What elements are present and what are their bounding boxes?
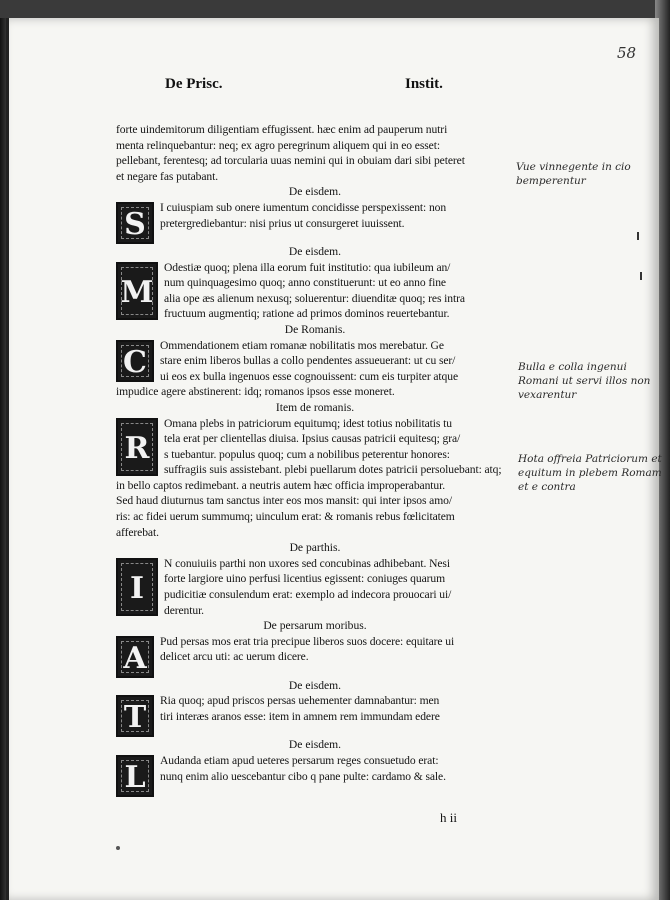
text-line: N conuiuiis parthi non uxores sed concubinas adhibebant. Nesi <box>164 556 450 570</box>
paragraph <box>116 693 514 737</box>
initial-letter: S <box>116 202 154 244</box>
initial-letter: L <box>116 755 154 797</box>
text-line: in bello captos redimebant. a neutris autem hæc officia improperabantur. <box>116 478 446 492</box>
paragraph <box>116 338 514 400</box>
folio-number: 58 <box>617 44 637 62</box>
text-line: ui eos ex bulla ingenuos esse cognouissent: cum eis turpiter atque <box>160 369 458 383</box>
margin-note: Bulla e colla ingenui Romani ut servi illos non vexarentur <box>518 361 651 401</box>
text-line: Ria quoq; apud priscos persas uehementer damnabantur: men <box>160 694 440 708</box>
paragraph <box>116 556 514 618</box>
text-line: num quinquagesimo quoq; anno constituerunt: ut eo anno fine <box>164 276 446 290</box>
text-line: Odestiæ quoq; plena illa eorum fuit institutio: qua iubileum an/ <box>164 260 451 274</box>
signature-mark: h ii <box>440 810 457 825</box>
text-line: fructuum augmentiq; ratione ad primos dominos reuertebantur. <box>164 307 450 321</box>
text-line: suffragiis suis assistebant. plebi puellarum dotes patricii persoluebant: atq; <box>164 463 502 477</box>
text-line: menta relinquebantur: neq; ex agro peregrinum aliquem qui in eo esset: <box>116 138 440 152</box>
initial-letter: I <box>116 558 158 616</box>
text-line: Audanda etiam apud ueteres persarum reges consuetudo erat: <box>160 754 439 767</box>
initial-letter: A <box>116 636 154 678</box>
section-heading: De eisdem. <box>288 678 342 692</box>
text-line: Ommendationem etiam romanæ nobilitatis mos merebatur. Ge <box>160 338 444 352</box>
text-line: tela erat per clientellas diuisa. Ipsius causas patricii equitesq; gra/ <box>164 432 461 446</box>
section-heading: De Romanis. <box>284 322 346 336</box>
paragraph <box>116 200 514 244</box>
section-heading: De eisdem. <box>288 185 342 199</box>
paragraph <box>116 260 514 322</box>
section-heading: De eisdem. <box>288 244 342 258</box>
text-line: stare enim liberos bullas a collo pendentes assueuerant: ut cu ser/ <box>160 354 456 368</box>
text-line: Sed haud diuturnus tam sanctus inter eos mos mansit: qui inter ipsos amo/ <box>116 494 452 508</box>
text-line: alia ope æs alienum nexusq; soluerentur: diuenditæ quoq; res intra <box>164 291 465 305</box>
margin-mark <box>637 232 639 240</box>
section-heading: De eisdem. <box>288 738 342 752</box>
text-line: pellebant, ferentesq; ad torcularia uuas nemini qui in obuiam dari sibi peteret <box>116 154 465 168</box>
margin-note: Vue vinnegente in cio bemperentur <box>516 161 631 187</box>
text-line: Pud persas mos erat tria precipue liberos suos docere: equitare ui <box>160 634 455 648</box>
text-line: pudicitiæ consulendum erat: exemplo ad indecora prouocari ui/ <box>164 588 452 602</box>
initial-letter: R <box>116 418 158 476</box>
text-line: afferebat. <box>116 525 159 539</box>
running-head-left: De Prisc. <box>165 76 223 92</box>
text-line: tiri interæs aranos esse: item in amnem rem immundam edere <box>160 710 440 723</box>
main-text <box>116 122 514 797</box>
text-line: forte largiore uino perfusi licentius egissent: coniuges quarum <box>164 572 446 586</box>
margin-note: Hota offreia Patriciorum et equitum in plebem Romam et e contra <box>518 453 662 493</box>
running-head-right: Instit. <box>405 76 443 92</box>
text-line: I cuiuspiam sub onere iumentum concidisse perspexissent: non <box>160 200 447 214</box>
initial-letter: C <box>116 340 154 382</box>
section-heading: De parthis. <box>289 541 341 555</box>
ink-dot <box>116 846 120 850</box>
margin-mark <box>640 272 642 280</box>
text-line: forte uindemitorum diligentiam effugissent. hæc enim ad pauperum nutri <box>116 123 448 136</box>
initial-letter: T <box>116 695 154 737</box>
text-line: s tuebantur. populus quoq; cum a nobilibus peterentur honores: <box>164 447 450 461</box>
paragraph <box>116 416 514 541</box>
text-line: nunq enim alio uescebantur cibo q pane pulte: cardamo & sale. <box>160 769 446 783</box>
paragraph <box>116 753 514 797</box>
text-line: impudice agere abstinerent: idq; romanos ipsos esse moneret. <box>116 385 395 399</box>
text-line: ris: ac fidei uerum summumq; uinculum erat: & romanis rebus fœlicitatem <box>116 510 455 524</box>
text-line: et negare fas putabant. <box>116 169 218 183</box>
initial-letter: M <box>116 262 158 320</box>
text-line: Omana plebs in patriciorum equitumq; idest totius nobilitatis tu <box>164 416 452 430</box>
section-heading: Item de romanis. <box>275 400 355 414</box>
text-line: delicet arcu uti: ac uerum dicere. <box>160 650 309 664</box>
paragraph <box>116 634 514 678</box>
text-line: pretergrediebantur: nisi prius ut consurgeret iuuissent. <box>160 216 405 230</box>
text-line: derentur. <box>164 603 204 617</box>
section-heading: De persarum moribus. <box>263 619 367 633</box>
